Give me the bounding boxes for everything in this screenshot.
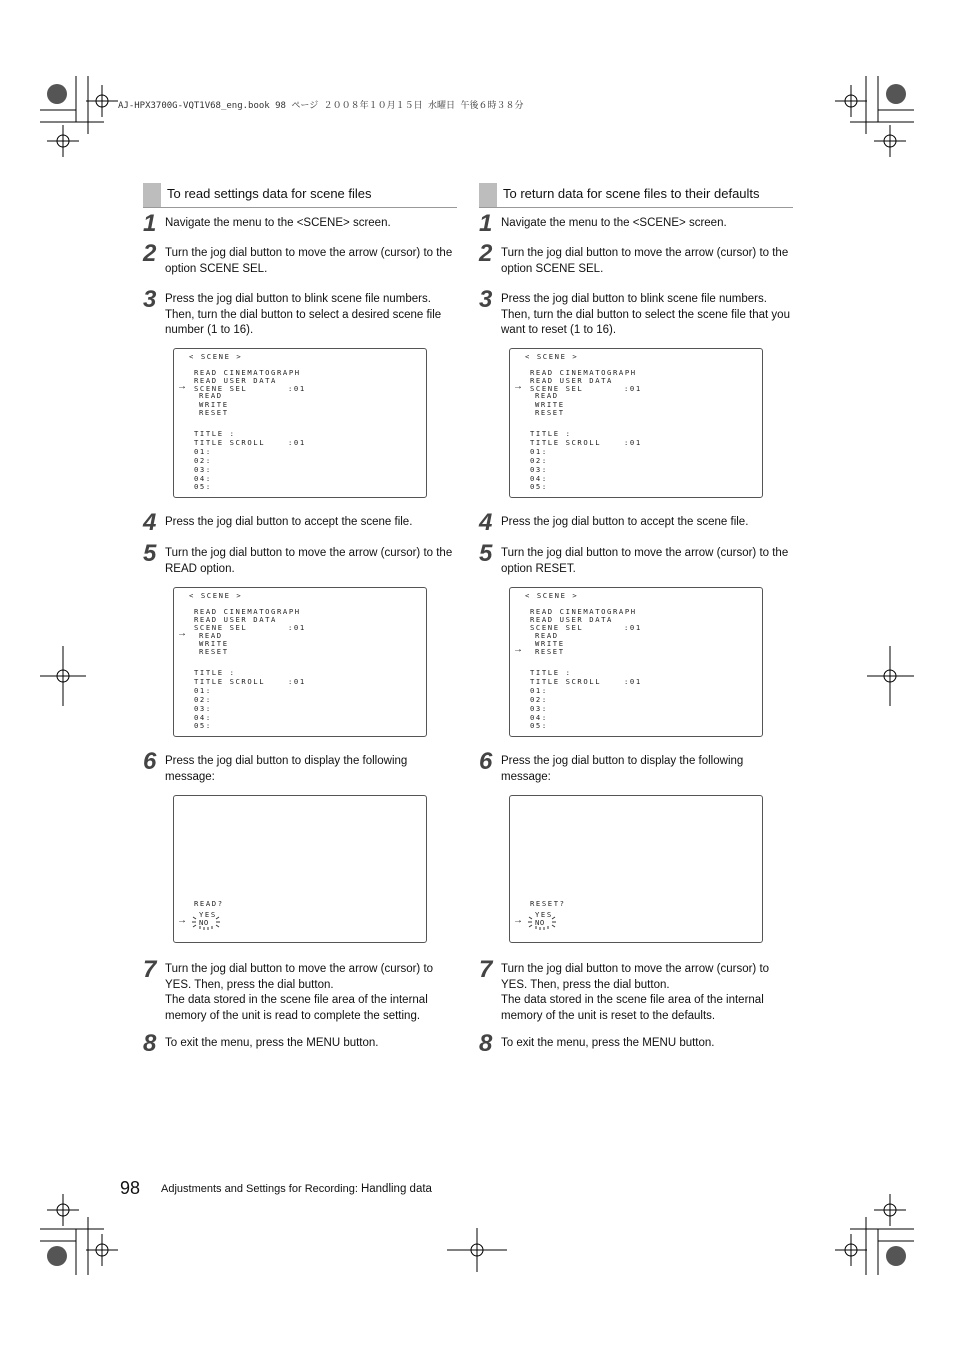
- message-screen-reset: [509, 795, 763, 943]
- step-number: 4: [479, 509, 493, 536]
- menu-title-item: TITLE :: [530, 668, 572, 677]
- menu-row-05: 05:: [530, 482, 548, 491]
- message-screen-read: [173, 795, 427, 943]
- step-text: Press the jog dial button to accept the scene file.: [501, 516, 749, 528]
- step-text: To exit the menu, press the MENU button.: [501, 1037, 715, 1049]
- blink-marks-icon: [527, 913, 557, 931]
- menu-reset: RESET: [535, 408, 565, 417]
- step-number: 2: [143, 240, 157, 267]
- step-7-main: Turn the jog dial button to move the arrow (cursor) to YES. Then, press the dial button.: [165, 963, 434, 991]
- menu-row-04: 04:: [530, 474, 548, 483]
- page-number: 98: [120, 1178, 141, 1198]
- menu-row-04: 04:: [194, 713, 212, 722]
- menu-row-02: 02:: [194, 456, 212, 465]
- menu-row-01: 01:: [194, 686, 212, 695]
- step-number: 1: [143, 210, 157, 237]
- footer-section-name: Adjustments and Settings for Recording:: [161, 1183, 358, 1195]
- cursor-arrow: →: [513, 381, 523, 392]
- menu-title: < SCENE >: [189, 352, 243, 361]
- menu-row-02: 02:: [530, 456, 548, 465]
- section-title: To read settings data for scene files: [167, 186, 372, 201]
- menu-screen-scene-sel: [173, 348, 427, 498]
- step-number: 6: [479, 748, 493, 775]
- menu-write: WRITE: [199, 639, 229, 648]
- step-number: 5: [143, 540, 157, 567]
- menu-row-05: 05:: [530, 721, 548, 730]
- message-yes: YES: [199, 910, 217, 919]
- cursor-arrow: →: [177, 381, 187, 392]
- step-number: 3: [479, 286, 493, 313]
- step-number: 8: [479, 1030, 493, 1057]
- step-number: 3: [143, 286, 157, 313]
- cursor-arrow: →: [513, 915, 523, 926]
- step-7-extra: The data stored in the scene file area of the internal memory of the unit is reset to the defaults.: [501, 994, 764, 1022]
- menu-row-05: 05:: [194, 721, 212, 730]
- menu-screen-read: [173, 587, 427, 737]
- menu-reset: RESET: [535, 647, 565, 656]
- step-text: [165, 962, 457, 1024]
- menu-scene-sel: SCENE SEL: [530, 623, 584, 632]
- menu-scene-sel-value: :01: [624, 384, 642, 393]
- menu-reset: RESET: [199, 647, 229, 656]
- step-text: Navigate the menu to the <SCENE> screen.: [165, 217, 391, 229]
- step-text: Press the jog dial button to blink scene file numbers. Then, turn the dial button to select a desired scene file number (1 to 16).: [165, 293, 442, 336]
- menu-title-scroll: TITLE SCROLL: [530, 438, 602, 447]
- step-number: 7: [143, 956, 157, 983]
- menu-read: READ: [199, 391, 223, 400]
- cursor-arrow: →: [513, 644, 523, 655]
- menu-screen-reset: [509, 587, 763, 737]
- menu-scene-sel-value: :01: [288, 623, 306, 632]
- step-number: 1: [479, 210, 493, 237]
- menu-row-02: 02:: [530, 695, 548, 704]
- step-text: Turn the jog dial button to move the arrow (cursor) to the option SCENE SEL.: [501, 247, 789, 275]
- step-number: 4: [143, 509, 157, 536]
- step-number: 2: [479, 240, 493, 267]
- step-number: 7: [479, 956, 493, 983]
- menu-write: WRITE: [535, 639, 565, 648]
- menu-read: READ: [535, 631, 559, 640]
- step-text: Navigate the menu to the <SCENE> screen.: [501, 217, 727, 229]
- menu-read-user-data: READ USER DATA: [530, 376, 613, 385]
- menu-title: < SCENE >: [525, 352, 579, 361]
- cursor-arrow: →: [177, 915, 187, 926]
- menu-row-01: 01:: [530, 447, 548, 456]
- footer-topic: Handling data: [360, 1183, 432, 1195]
- step-text: Press the jog dial button to display the following message:: [501, 755, 744, 783]
- menu-scene-sel: SCENE SEL: [194, 384, 248, 393]
- menu-row-03: 03:: [194, 704, 212, 713]
- menu-title: < SCENE >: [525, 591, 579, 600]
- menu-read: READ: [535, 391, 559, 400]
- menu-read-user-data: READ USER DATA: [194, 376, 277, 385]
- menu-read-cinematograph: READ CINEMATOGRAPH: [530, 607, 637, 616]
- menu-row-03: 03:: [194, 465, 212, 474]
- step-number: 8: [143, 1030, 157, 1057]
- menu-read-cinematograph: READ CINEMATOGRAPH: [530, 368, 637, 377]
- step-7-main: Turn the jog dial button to move the arrow (cursor) to YES. Then, press the dial button.: [501, 963, 770, 991]
- menu-row-03: 03:: [530, 704, 548, 713]
- menu-scene-sel: SCENE SEL: [194, 623, 248, 632]
- footer-section: [161, 1183, 432, 1195]
- read-settings-column: [143, 183, 457, 1057]
- menu-title-item: TITLE :: [194, 429, 236, 438]
- menu-write: WRITE: [199, 400, 229, 409]
- menu-reset: RESET: [199, 408, 229, 417]
- menu-row-04: 04:: [530, 713, 548, 722]
- menu-title-item: TITLE :: [194, 668, 236, 677]
- step-text: Turn the jog dial button to move the arrow (cursor) to the option SCENE SEL.: [165, 247, 453, 275]
- menu-scene-sel-value: :01: [624, 623, 642, 632]
- menu-row-02: 02:: [194, 695, 212, 704]
- message-no: NO: [535, 918, 545, 927]
- menu-title-scroll-value: :01: [624, 677, 642, 686]
- menu-title-item: TITLE :: [530, 429, 572, 438]
- heading-bar: [479, 183, 497, 207]
- menu-read-cinematograph: READ CINEMATOGRAPH: [194, 368, 301, 377]
- menu-title-scroll-value: :01: [288, 677, 306, 686]
- menu-read-user-data: READ USER DATA: [194, 615, 277, 624]
- menu-title-scroll: TITLE SCROLL: [530, 677, 602, 686]
- section-heading: [479, 183, 793, 208]
- step-number: 5: [479, 540, 493, 567]
- step-text: Press the jog dial button to display the following message:: [165, 755, 408, 783]
- message-yes: YES: [535, 910, 553, 919]
- menu-title: < SCENE >: [189, 591, 243, 600]
- menu-read-user-data: READ USER DATA: [530, 615, 613, 624]
- menu-row-01: 01:: [530, 686, 548, 695]
- step-text: Press the jog dial button to accept the scene file.: [165, 516, 413, 528]
- step-text: [501, 962, 793, 1024]
- menu-scene-sel: SCENE SEL: [530, 384, 584, 393]
- menu-row-04: 04:: [194, 474, 212, 483]
- step-7-extra: The data stored in the scene file area of the internal memory of the unit is read to complete the setting.: [165, 994, 428, 1022]
- message-question: READ?: [194, 899, 224, 908]
- step-text: Turn the jog dial button to move the arrow (cursor) to the READ option.: [165, 547, 453, 575]
- step-text: Turn the jog dial button to move the arrow (cursor) to the option RESET.: [501, 547, 789, 575]
- cursor-arrow: →: [177, 628, 187, 639]
- menu-title-scroll: TITLE SCROLL: [194, 438, 266, 447]
- section-heading: [143, 183, 457, 208]
- menu-read-cinematograph: READ CINEMATOGRAPH: [194, 607, 301, 616]
- blink-marks-icon: [191, 913, 221, 931]
- step-text: To exit the menu, press the MENU button.: [165, 1037, 379, 1049]
- menu-title-scroll-value: :01: [624, 438, 642, 447]
- heading-bar: [143, 183, 161, 207]
- message-question: RESET?: [530, 899, 566, 908]
- section-title: To return data for scene files to their defaults: [503, 186, 760, 201]
- menu-title-scroll-value: :01: [288, 438, 306, 447]
- menu-scene-sel-value: :01: [288, 384, 306, 393]
- menu-row-01: 01:: [194, 447, 212, 456]
- menu-screen-scene-sel: [509, 348, 763, 498]
- menu-title-scroll: TITLE SCROLL: [194, 677, 266, 686]
- menu-row-03: 03:: [530, 465, 548, 474]
- message-no: NO: [199, 918, 209, 927]
- step-number: 6: [143, 748, 157, 775]
- reset-defaults-column: [479, 183, 793, 1057]
- step-text: Press the jog dial button to blink scene file numbers. Then, turn the dial button to select the scene file that you want to reset (1 to 16).: [501, 293, 790, 336]
- menu-read: READ: [199, 631, 223, 640]
- menu-write: WRITE: [535, 400, 565, 409]
- print-header: AJ-HPX3700G-VQT1V68_eng.book 98 ページ ２００８年１０月１５日 水曜日 午後６時３８分: [118, 101, 524, 111]
- menu-row-05: 05:: [194, 482, 212, 491]
